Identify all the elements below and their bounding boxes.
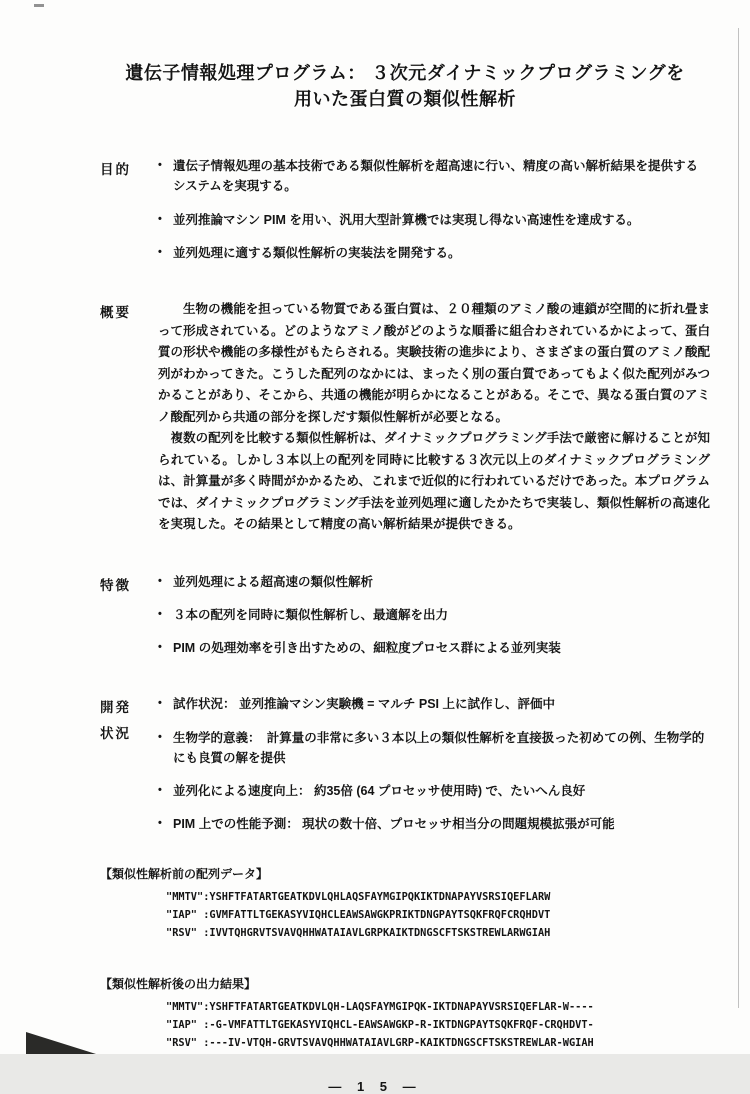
section-body-purpose	[158, 156, 710, 263]
features-bullet-2-text: ３本の配列を同時に類似性解析し、最適解を出力	[173, 607, 449, 622]
purpose-bullet-3	[158, 243, 710, 263]
page-title	[100, 60, 710, 112]
development-bullet-1	[158, 694, 710, 714]
sequence-line-mmtv-before: "MMTV":YSHFTFATARTGEATKDVLQHLAQSFAYMGIPQKIKTDNAPAYVSRSIQEFLARW	[166, 890, 551, 903]
section-label-features: 特徴	[100, 577, 131, 593]
section-features	[100, 572, 710, 659]
bullet-icon: •	[158, 730, 162, 743]
sequence-data-after-block	[100, 975, 710, 1053]
development-bullet-3	[158, 781, 710, 801]
sequence-before-heading: 【類似性解析前の配列データ】	[100, 866, 269, 881]
sequence-line-rsv-before: "RSV" :IVVTQHGRVTSVAVQHHWATAIAVLGRPKAIKTDNGSCFTSKSTREWLARWGIAH	[166, 927, 551, 940]
purpose-bullet-2	[158, 210, 710, 230]
bullet-icon: •	[158, 159, 162, 172]
sequence-line-iap-before: "IAP" :GVMFATTLTGEKASYVIQHCLEAWSAWGKPRIKTDNGPAYTSQKFRQFCRQHDVT	[166, 909, 551, 922]
sequence-line-rsv-after: "RSV" :---IV-VTQH-GRVTSVAVQHHWATAIAVLGRP-KAIKTDNGSCFTSKSTREWLAR-WGIAH	[166, 1037, 594, 1050]
development-bullet-2	[158, 728, 710, 769]
sequence-data-before-block	[100, 865, 710, 943]
sequence-after-heading: 【類似性解析後の出力結果】	[100, 976, 257, 991]
bullet-icon: •	[158, 641, 162, 654]
sequence-before-lines	[100, 888, 710, 943]
development-bullet-1-text: 試作状況： 並列推論マシン実験機 = マルチ PSI 上に試作し、評価中	[173, 697, 556, 712]
bullet-icon: •	[158, 574, 162, 587]
section-purpose	[100, 156, 710, 263]
development-bullet-2-text: 生物学的意義： 計算量の非常に多い３本以上の類似性解析を直接扱った初めての例、生物学的にも良質の解を提供	[173, 730, 705, 765]
section-label-development	[100, 694, 158, 746]
bullet-icon: •	[158, 697, 162, 710]
overview-paragraph-2: 複数の配列を比較する類似性解析は、ダイナミックプログラミング手法で厳密に解けることが知られている。しかし３本以上の配列を同時に比較する３次元以上のダイナミックプログラミングは、計算量が多く時間がかかるため、これまで近似的に行われているだけであった。本プログラムでは、ダイナミックプログラミング手法を並列処理に適したかたちで実装し、類似性解析の高速化を実現した。その結果として精度の高い解析結果が提供できる。	[158, 431, 710, 532]
sequence-line-iap-after: "IAP" :-G-VMFATTLTGEKASYVIQHCL-EAWSAWGKP-R-IKTDNGPAYTSQKFRQF-CRQHDVT-	[166, 1019, 594, 1031]
scan-artifact-top-left	[34, 4, 44, 7]
section-body-development	[158, 694, 710, 834]
development-bullet-4-text: PIM 上での性能予測： 現状の数十倍、プロセッサ相当分の問題規模拡張が可能	[173, 817, 615, 832]
purpose-bullet-2-text: 並列推論マシン PIM を用い、汎用大型計算機では実現し得ない高速性を達成する。	[173, 212, 640, 227]
page-title-line2: 用いた蛋白質の類似性解析	[294, 89, 516, 110]
section-label-overview: 概要	[100, 305, 131, 321]
features-bullet-3	[158, 638, 710, 658]
purpose-bullet-1	[158, 156, 710, 197]
features-bullet-3-text: PIM の処理効率を引き出すための、細粒度プロセス群による並列実装	[173, 641, 561, 656]
features-bullet-1	[158, 572, 710, 592]
features-bullet-1-text: 並列処理による超高速の類似性解析	[173, 574, 374, 589]
section-body-overview	[158, 299, 710, 536]
development-label-line2: 状況	[100, 726, 131, 742]
bullet-icon: •	[158, 817, 162, 830]
features-bullet-2	[158, 605, 710, 625]
bullet-icon: •	[158, 607, 162, 620]
overview-paragraph-1: 生物の機能を担っている物質である蛋白質は、２０種類のアミノ酸の連鎖が空間的に折れ畳まって形成されている。どのようなアミノ酸がどのような順番に組合わされているかによって、蛋白質の形状や機能の多様性がもたらされる。実験技術の進歩により、さまざまの蛋白質のアミノ酸配列がわかってきた。こうした配列のなかには、まったく別の蛋白質であってもよく似た配列がみつかることがあり、そこから、共通の機能が明らかになることがある。そこで、異なる蛋白質のアミノ酸配列から共通の部分を探しだす類似性解析が必要となる。	[158, 302, 710, 424]
bullet-icon: •	[158, 212, 162, 225]
bullet-icon: •	[158, 245, 162, 258]
sequence-after-lines	[100, 998, 710, 1053]
purpose-bullet-3-text: 並列処理に適する類似性解析の実装法を開発する。	[173, 245, 461, 260]
development-label-line1: 開発	[100, 700, 131, 716]
sequence-line-mmtv-after: "MMTV":YSHFTFATARTGEATKDVLQH-LAQSFAYMGIPQK-IKTDNAPAYVSRSIQEFLAR-W----	[166, 1000, 594, 1013]
section-label-purpose: 目的	[100, 162, 131, 178]
purpose-bullet-1-text: 遺伝子情報処理の基本技術である類似性解析を超高速に行い、精度の高い解析結果を提供するシステムを実現する。	[173, 159, 699, 194]
scan-edge-line	[738, 28, 739, 1008]
scan-corner-mark	[26, 1032, 96, 1054]
development-bullet-4	[158, 814, 710, 834]
section-overview	[100, 299, 710, 536]
page-number: — 1 5 —	[328, 1078, 422, 1094]
development-bullet-3-text: 並列化による速度向上： 約35倍 (64 プロセッサ使用時) で、たいへん良好	[173, 784, 586, 799]
bullet-icon: •	[158, 784, 162, 797]
section-body-features	[158, 572, 710, 659]
page-title-line1: 遺伝子情報処理プログラム： ３次元ダイナミックプログラミングを	[125, 63, 685, 83]
section-development-status	[100, 694, 710, 834]
